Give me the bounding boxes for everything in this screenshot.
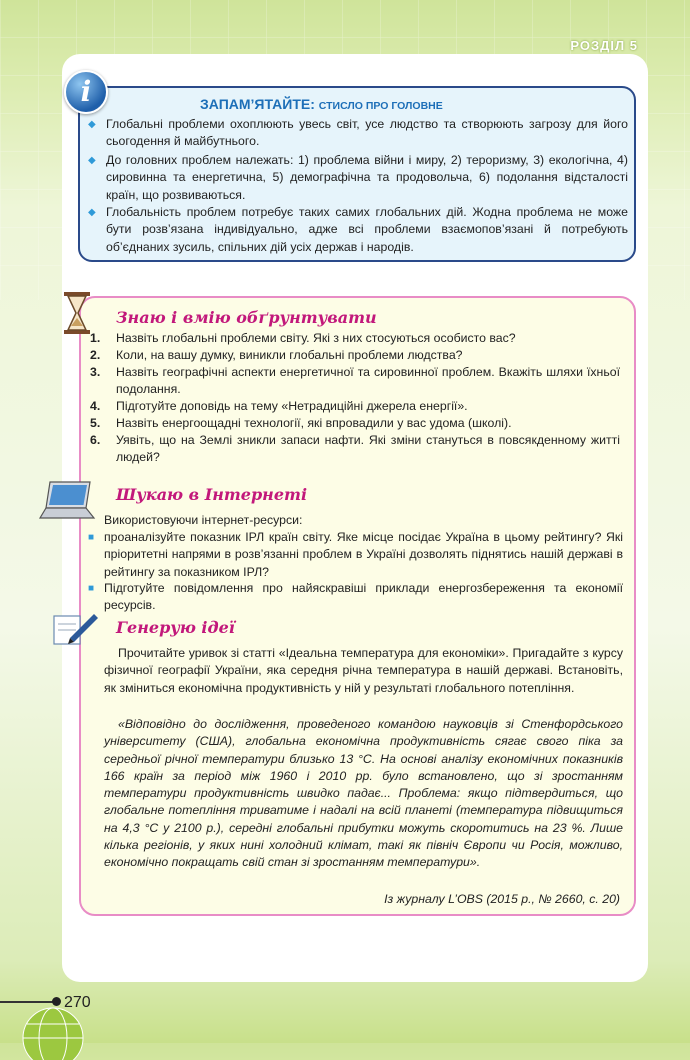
laptop-icon [38,478,98,522]
section-label: РОЗДІЛ 5 [570,38,638,53]
internet-item: ■ проаналізуйте показник ІРЛ країн світу. Яке місце посідає Україна в цьому рейтингу? Які пріоритетні напрями в розв’язанні проблем в Україні дозволять піднятись нашій державі в рейтингу за показником ІРЛ? [88,530,623,579]
hourglass-icon [60,290,94,336]
bullet-icon: ■ [88,532,95,543]
page-number-rule [0,1001,56,1003]
task-item: 1. Назвіть глобальні проблеми світу. Які з них стосуються особисто вас? [90,331,516,345]
internet-item: ■ Підготуйте повідомлення про найяскравіші приклади енергозбереження та економії ресурсів. [88,581,623,613]
bullet-icon: ■ [88,583,95,594]
task-item: 2. Коли, на вашу думку, виникли глобальні проблеми людства? [90,348,463,362]
tasks-title: Знаю і вмію обґрунтувати [116,308,377,327]
task-item: 6. Уявіть, що на Землі зникли запаси нафти. Які зміни стануться в повсякденному житті людей? [90,433,620,465]
info-icon: i [64,70,108,114]
ideas-quote: «Відповідно до дослідження, проведеного командою науковців зі Стенфордського університету (США), глобальна економічна продуктивність сягає свого піка за середньої річної температури близько 13 °С. На основі аналізу економічних показників 166 країн за період між 1960 і 2010 рр. було встановлено, що зі зростанням температури продуктивність швидко падає... Проблема: якщо підтвердиться, що глобальне потепління триватиме і надалі на всій планеті (температура підвищиться на 4,3 °С у 2100 р.), середні глобальні прибутки можуть скоротитись на 23 %. Лише кілька регіонів, у яких нині холодний клімат, такі як північ Європи чи Росія, можливо, економічно покращать свій стан зі зростанням температури». [104,717,623,870]
bullet-icon: ◆ [88,207,96,218]
remember-box [78,86,636,262]
task-item: 3. Назвіть географічні аспекти енергетичної та сировинної проблем. Вкажіть шляхи їхньої подолання. [90,365,620,397]
pen-icon [50,608,100,648]
ideas-title: Генерую ідеї [116,618,235,637]
internet-title: Шукаю в Інтернеті [116,485,308,504]
ideas-paragraph: Прочитайте уривок зі статті «Ідеальна температура для економіки». Пригадайте з курсу фізичної географії України, яка середня річна температура в нашій державі. Встановіть, як зміниться економічна продуктивність у ній у результаті глобального потепління. [104,646,623,695]
remember-item: ◆ Глобальність проблем потребує таких самих глобальних дій. Жодна проблема не може бути розв’язана індивідуально, адже всі проблеми взаємопов’язані й потребують об’єднаних зусиль, спільних дій усіх держав і народів. [88,205,628,254]
internet-intro: Використовуючи інтернет-ресурси: [104,513,303,527]
remember-title: ЗАПАМ’ЯТАЙТЕ: СТИСЛО ПРО ГОЛОВНЕ [200,96,443,112]
remember-item: ◆ Глобальні проблеми охоплюють увесь світ, усе людство та створюють загрозу для його сьогодення й майбутнього. [88,117,628,149]
task-item: 5. Назвіть енергоощадні технології, які впровадили у вас удома (школі). [90,416,512,430]
task-item: 4. Підготуйте доповідь на тему «Нетрадиційні джерела енергії». [90,399,468,413]
remember-item: ◆ До головних проблем належать: 1) проблема війни і миру, 2) тероризму, 3) екологічна, 4) сировинна та енергетична, 5) демографічна та продовольча, 6) подолання відсталості країн, що розвиваються. [88,153,628,202]
page-number-dot [52,997,61,1006]
quote-source: Із журналу L’OBS (2015 р., № 2660, с. 20) [384,892,620,906]
bullet-icon: ◆ [88,155,96,166]
page-number: 270 [64,994,91,1011]
bullet-icon: ◆ [88,119,96,130]
